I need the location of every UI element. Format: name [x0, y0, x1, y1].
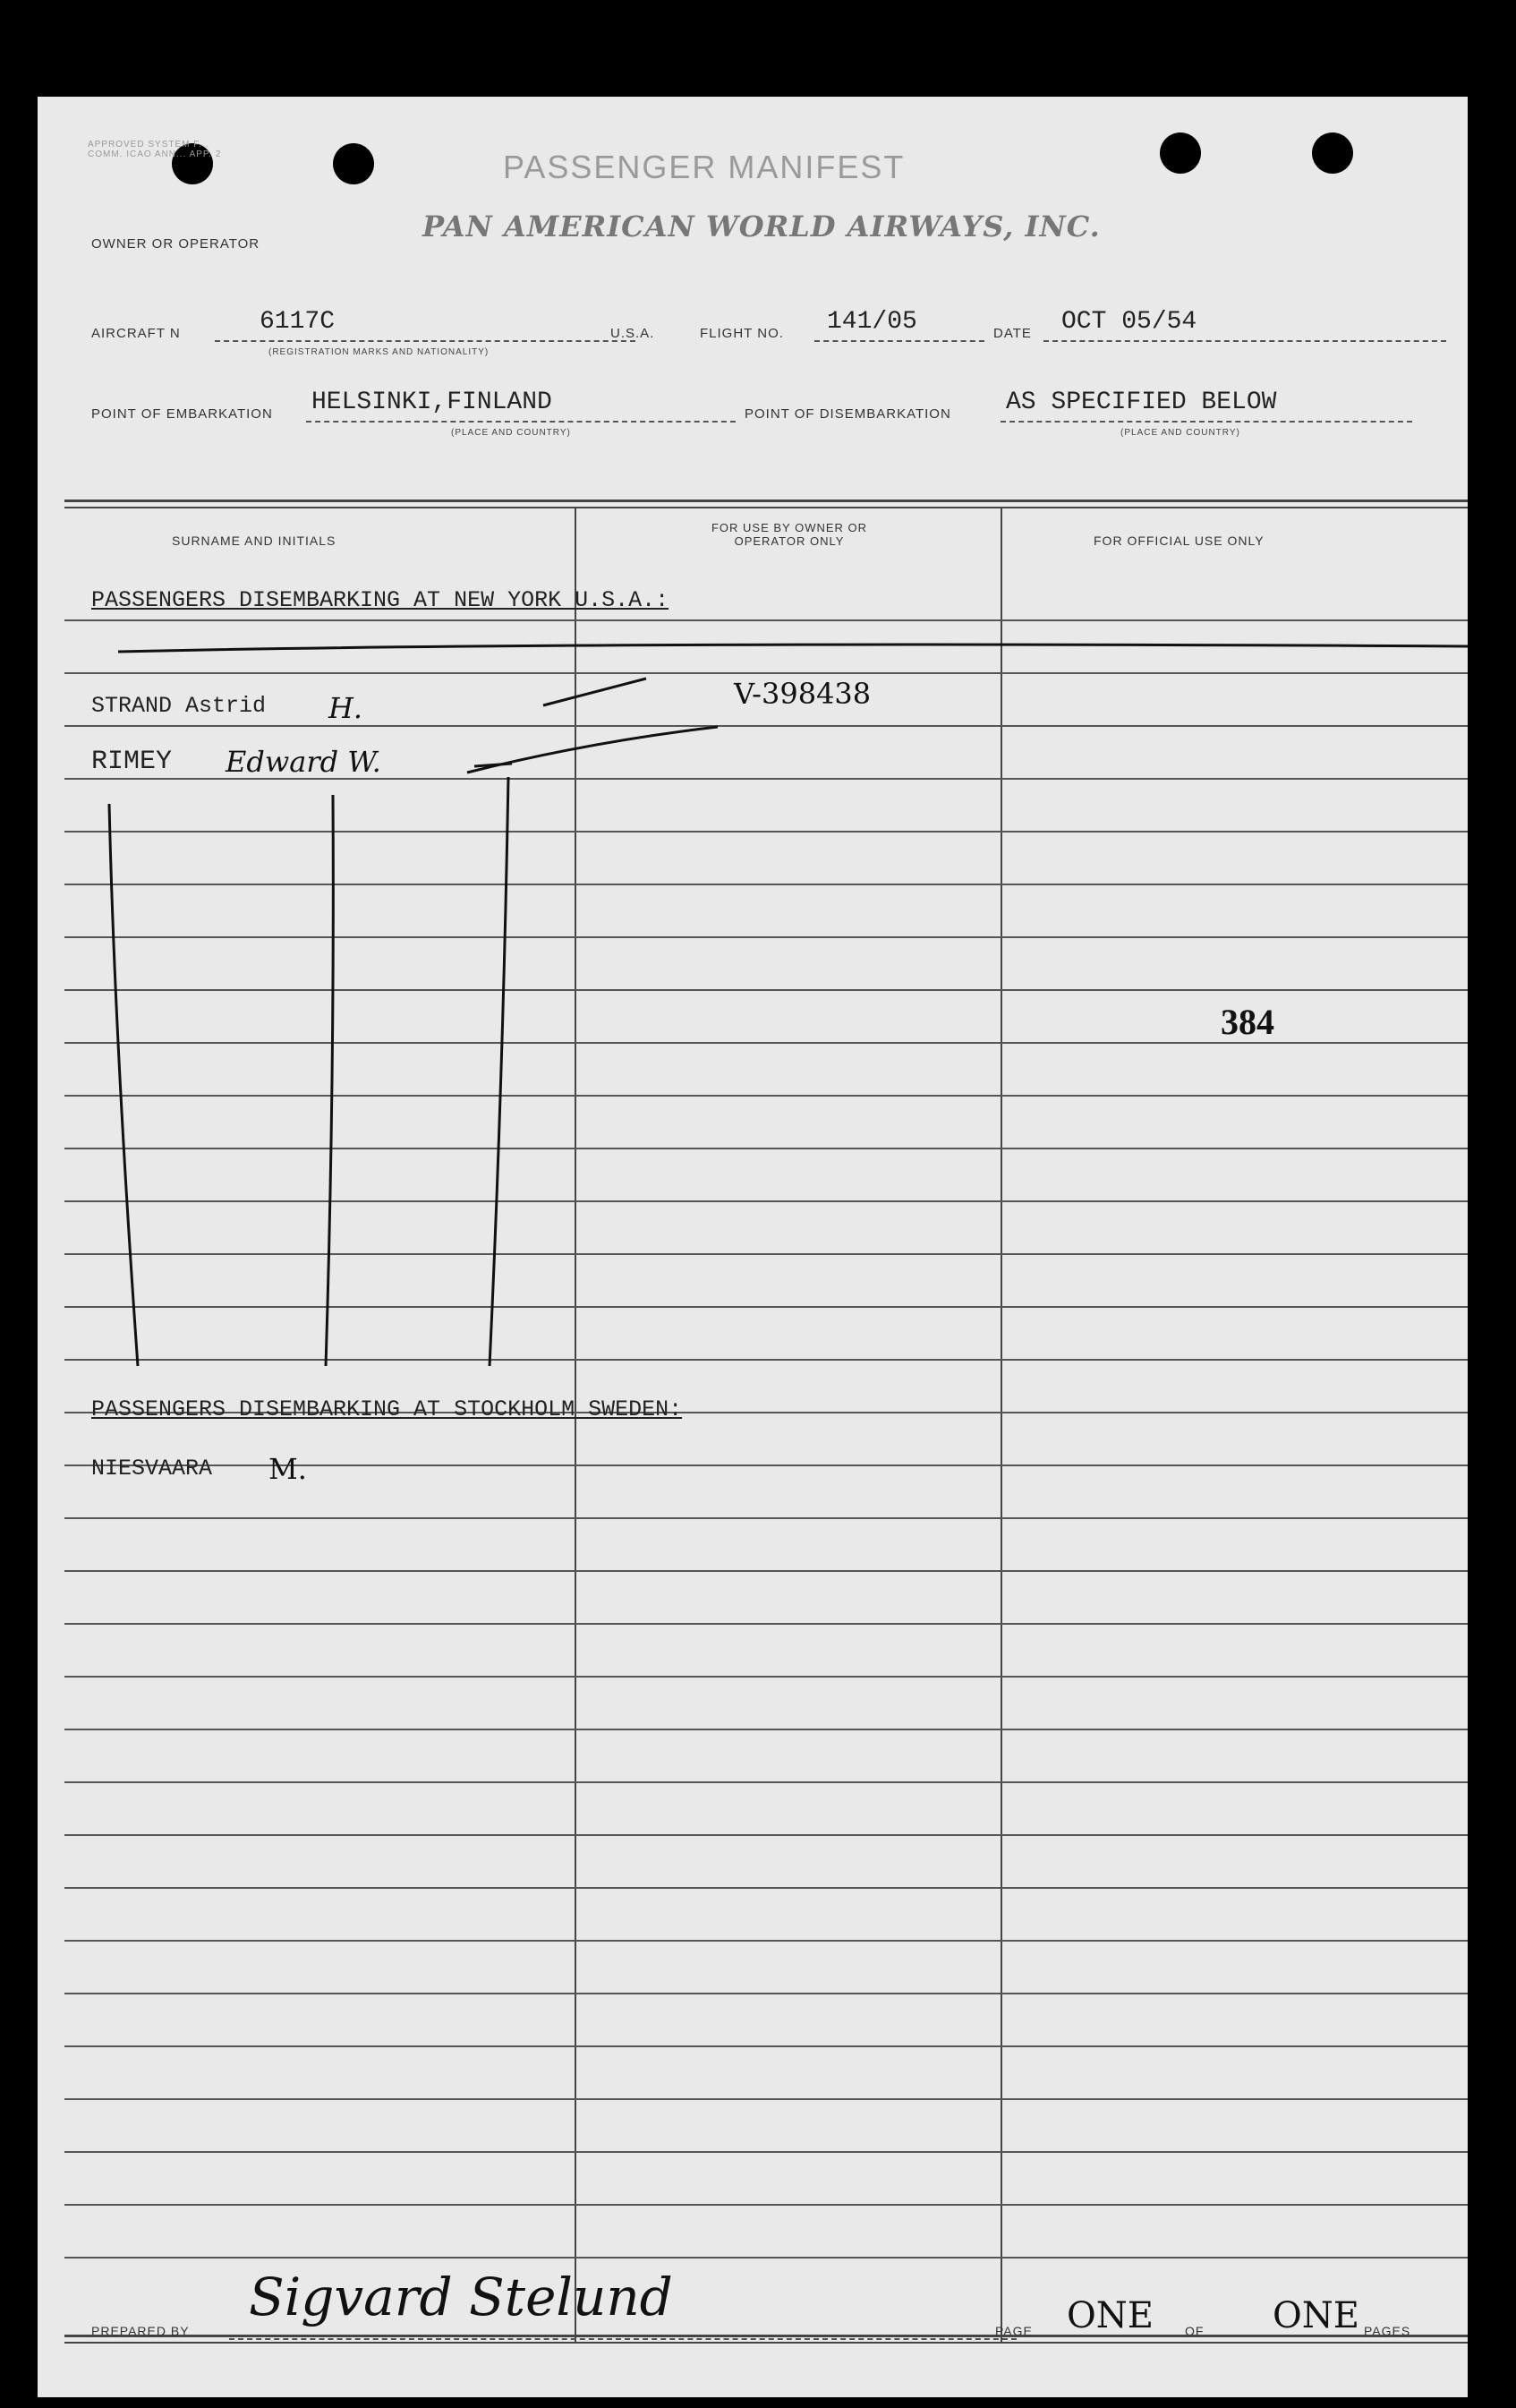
of-value: ONE: [1273, 2295, 1359, 2336]
entry-bracket-line: [38, 97, 1468, 2397]
aircraft-value: 6117C: [260, 308, 336, 336]
passenger-1-note: V-398438: [734, 677, 872, 711]
page-value: ONE: [1067, 2295, 1154, 2336]
column-header-official: FOR OFFICIAL USE ONLY: [1094, 534, 1265, 548]
passenger-1-initial: H.: [328, 691, 363, 725]
embark-value: HELSINKI,FINLAND: [311, 389, 552, 416]
stamp-number: 384: [1221, 1002, 1274, 1042]
of-label: OF: [1185, 2324, 1205, 2338]
embark-label: POINT OF EMBARKATION: [91, 406, 273, 422]
embark-sublabel: (PLACE AND COUNTRY): [451, 428, 571, 438]
passenger-3-initial: M.: [268, 1452, 307, 1486]
flight-value: 141/05: [827, 308, 917, 336]
disembark-sublabel: (PLACE AND COUNTRY): [1120, 428, 1240, 438]
flight-label: FLIGHT NO.: [700, 326, 784, 341]
passenger-2-name: RIMEY: [91, 747, 173, 777]
manifest-sheet: [38, 97, 1468, 2397]
section-stockholm: PASSENGERS DISEMBARKING AT STOCKHOLM SWEDEN:: [91, 1396, 683, 1422]
approval-note: APPROVED SYSTEM F... COMM. ICAO ANN... APP. 2: [88, 140, 222, 159]
aircraft-label: AIRCRAFT N: [91, 326, 181, 341]
date-label: DATE: [993, 326, 1032, 341]
prepared-label: PREPARED BY: [91, 2324, 190, 2338]
aircraft-sublabel: (REGISTRATION MARKS AND NATIONALITY): [268, 347, 490, 357]
passenger-2-initials: Edward W.: [226, 745, 381, 779]
usa-label: U.S.A.: [610, 326, 655, 341]
disembark-label: POINT OF DISEMBARKATION: [745, 406, 951, 422]
owner-label: OWNER OR OPERATOR: [91, 236, 260, 252]
disembark-value: AS SPECIFIED BELOW: [1006, 389, 1277, 416]
form-title: PASSENGER MANIFEST: [503, 149, 906, 185]
passenger-3-name: NIESVAARA: [91, 1456, 213, 1482]
pages-label: PAGES: [1364, 2324, 1411, 2338]
date-value: OCT 05/54: [1061, 308, 1197, 336]
signature: Sigvard Stelund: [249, 2267, 673, 2327]
section-new-york: PASSENGERS DISEMBARKING AT NEW YORK U.S.A.:: [91, 587, 669, 613]
column-header-name: SURNAME AND INITIALS: [172, 534, 336, 548]
column-header-operator: FOR USE BY OWNER OR OPERATOR ONLY: [711, 521, 868, 548]
owner-value: PAN AMERICAN WORLD AIRWAYS, INC.: [422, 209, 1101, 243]
page-label: PAGE: [995, 2324, 1033, 2338]
passenger-1-name: STRAND Astrid: [91, 693, 267, 719]
